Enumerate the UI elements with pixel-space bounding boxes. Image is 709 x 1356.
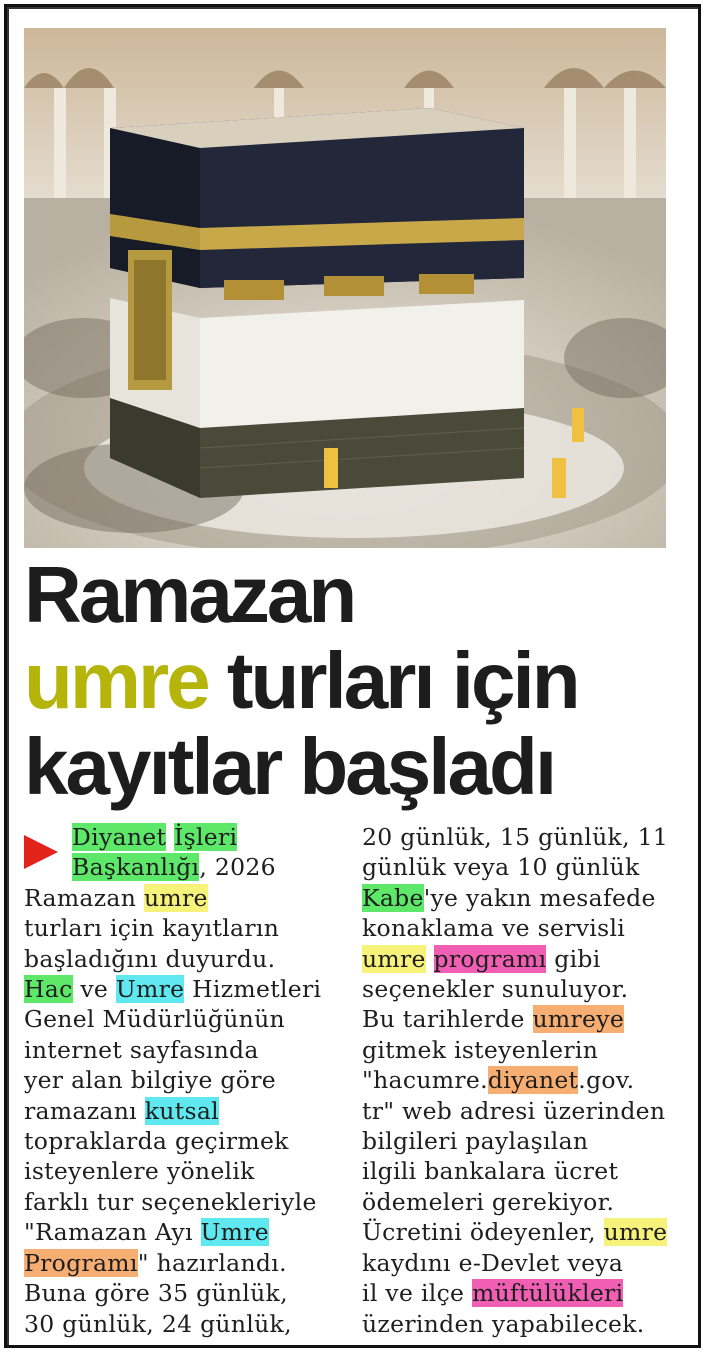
body-text: Hizmetleri <box>184 975 322 1004</box>
body-line <box>24 974 344 1004</box>
highlight-umre-cyan: Umre <box>115 975 185 1004</box>
body-text: .gov. <box>578 1066 635 1095</box>
highlight-umreye: umreye <box>532 1005 625 1034</box>
body-line: günlük veya 10 günlük <box>362 853 640 882</box>
highlight-hac: Hac <box>24 975 73 1004</box>
body-line <box>362 1217 682 1247</box>
body-text: Ramazan <box>24 883 144 912</box>
highlight-programi: Programı <box>24 1248 138 1277</box>
highlight-diyanet: Diyanet <box>72 823 167 851</box>
body-line: başladığını duyurdu. <box>24 944 276 973</box>
body-line <box>362 1065 682 1095</box>
body-text <box>166 823 174 851</box>
kaaba-photo <box>24 28 666 548</box>
body-line: internet sayfasında <box>24 1035 259 1064</box>
body-line: farklı tur seçenekleriyle <box>24 1187 317 1216</box>
body-line: Genel Müdürlüğünün <box>24 1005 285 1034</box>
body-line <box>362 944 682 974</box>
highlight-umre-3: umre <box>603 1218 668 1247</box>
highlight-kabe: Kabe <box>362 883 424 912</box>
body-text: gibi <box>546 944 601 973</box>
body-line <box>24 1217 344 1247</box>
highlight-baskanligi: Başkanlığı <box>72 853 200 882</box>
body-text: 'ye yakın mesafede <box>423 883 656 912</box>
body-text: "hacumre. <box>362 1066 488 1095</box>
highlight-kutsal: kutsal <box>144 1096 219 1125</box>
article-column-left <box>24 822 344 1339</box>
body-text: Ücretini ödeyenler, <box>362 1218 604 1247</box>
body-line <box>362 883 682 913</box>
body-text: Bu tarihlerde <box>362 1005 533 1034</box>
body-text: ramazanı <box>24 1096 145 1125</box>
article-column-right <box>362 822 682 1339</box>
body-line: ödemeleri gerekiyor. <box>362 1187 615 1216</box>
body-line <box>24 1248 344 1278</box>
body-line: kaydını e-Devlet veya <box>362 1248 624 1277</box>
body-line: konaklama ve servisli <box>362 914 626 943</box>
body-line <box>24 883 344 913</box>
highlight-programi-pink: programı <box>433 944 547 973</box>
body-line: 20 günlük, 15 günlük, 11 <box>362 823 669 851</box>
body-line: isteyenlere yönelik <box>24 1157 255 1186</box>
body-line <box>362 1004 682 1034</box>
headline-line-3: kayıtlar başladı <box>24 722 555 811</box>
body-line: turları için kayıtların <box>24 914 280 943</box>
body-text: ve <box>72 975 116 1004</box>
highlight-diyanet-2: diyanet <box>487 1066 579 1095</box>
body-text <box>426 945 434 973</box>
headline-line-2-rest: turları için <box>207 636 578 725</box>
body-line: yer alan bilgiye göre <box>24 1066 276 1095</box>
body-line: seçenekler sunuluyor. <box>362 975 629 1004</box>
body-line <box>362 1278 682 1308</box>
highlight-muftulukleri: müftülükleri <box>472 1279 624 1308</box>
body-text: " hazırlandı. <box>137 1248 287 1277</box>
highlight-umre-2: umre <box>362 944 426 973</box>
headline <box>24 552 684 810</box>
body-line <box>24 852 344 882</box>
body-line <box>24 1096 344 1126</box>
headline-line-1: Ramazan <box>24 550 355 639</box>
body-line: gitmek isteyenlerin <box>362 1035 599 1064</box>
body-line: Buna göre 35 günlük, <box>24 1279 288 1308</box>
headline-line-2 <box>24 638 684 724</box>
body-text: , 2026 <box>199 853 276 882</box>
body-line: bilgileri paylaşılan <box>362 1127 589 1156</box>
body-text: "Ramazan Ayı <box>24 1218 201 1247</box>
body-line: tr" web adresi üzerinden <box>362 1096 666 1125</box>
body-line: ilgili bankalara ücret <box>362 1157 619 1186</box>
body-line: 30 günlük, 24 günlük, <box>24 1309 292 1338</box>
body-text: il ve ilçe <box>362 1279 473 1308</box>
body-line <box>24 822 344 852</box>
highlight-umre: umre <box>143 883 208 912</box>
body-line: üzerinden yapabilecek. <box>362 1309 645 1338</box>
headline-highlight-umre: umre <box>24 636 208 725</box>
highlight-isleri: İşleri <box>174 823 238 851</box>
highlight-umre-cyan-2: Umre <box>200 1218 269 1247</box>
body-line: topraklarda geçirmek <box>24 1127 289 1156</box>
